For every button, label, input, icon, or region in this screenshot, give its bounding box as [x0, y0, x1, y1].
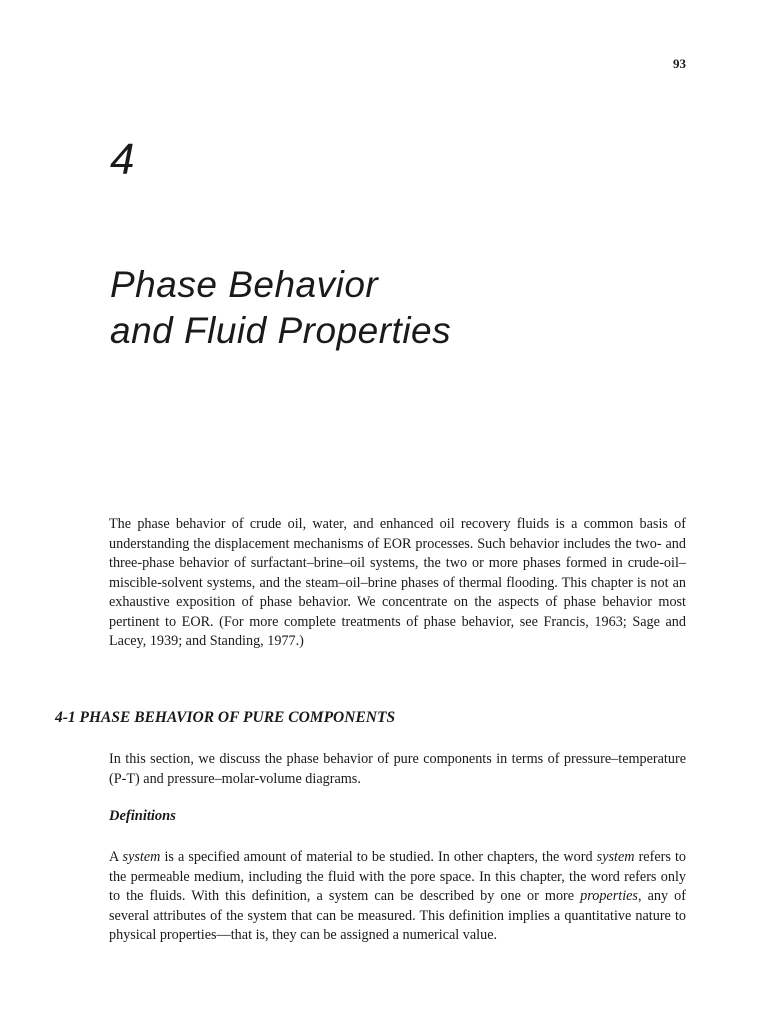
page-number: 93 [673, 56, 686, 71]
definitions-text-4: , any of several attributes of the system that can be measured. This definition implies a quantitative nature to physical properties—that is, they can be assigned a numerical value. [109, 888, 686, 943]
term-properties: properties [580, 888, 638, 904]
chapter-title-line-1: Phase Behavior [110, 264, 379, 305]
definitions-paragraph [109, 848, 686, 946]
definitions-text-3: refers to the permeable medium, including the fluid with the pore space. In this chapter, the word refers only to the fluids. With this definition, a system can be described by one or more [109, 849, 686, 904]
chapter-title-line-2: and Fluid Properties [110, 310, 452, 351]
intro-paragraph: The phase behavior of crude oil, water, and enhanced oil recovery fluids is a common basis of understanding the displacement mechanisms of EOR processes. Such behavior includes the two- and three-phase behavior of surfactant–brine–oil systems, the two or more phases formed in crude-oil–miscible-solvent systems, and the steam–oil–brine phases of thermal flooding. This chapter is not an exhaustive exposition of phase behavior. We concentrate on the aspects of phase behavior most pertinent to EOR. (For more complete treatments of phase behavior, see Francis, 1963; Sage and Lacey, 1939; and Standing, 1977.) [109, 516, 686, 649]
chapter-title [110, 262, 451, 354]
section-intro-paragraph: In this section, we discuss the phase behavior of pure components in terms of pressure–temperature (P-T) and pressure–molar-volume diagrams. [109, 751, 686, 787]
definitions-text-2: is a specified amount of material to be studied. In other chapters, the word [160, 849, 597, 865]
term-system: system [122, 849, 161, 865]
chapter-number: 4 [110, 135, 135, 184]
term-system-2: system [596, 849, 635, 865]
definitions-text-1: A [109, 849, 123, 865]
definitions-subheading: Definitions [109, 808, 176, 824]
section-heading: 4-1 PHASE BEHAVIOR OF PURE COMPONENTS [55, 709, 396, 726]
